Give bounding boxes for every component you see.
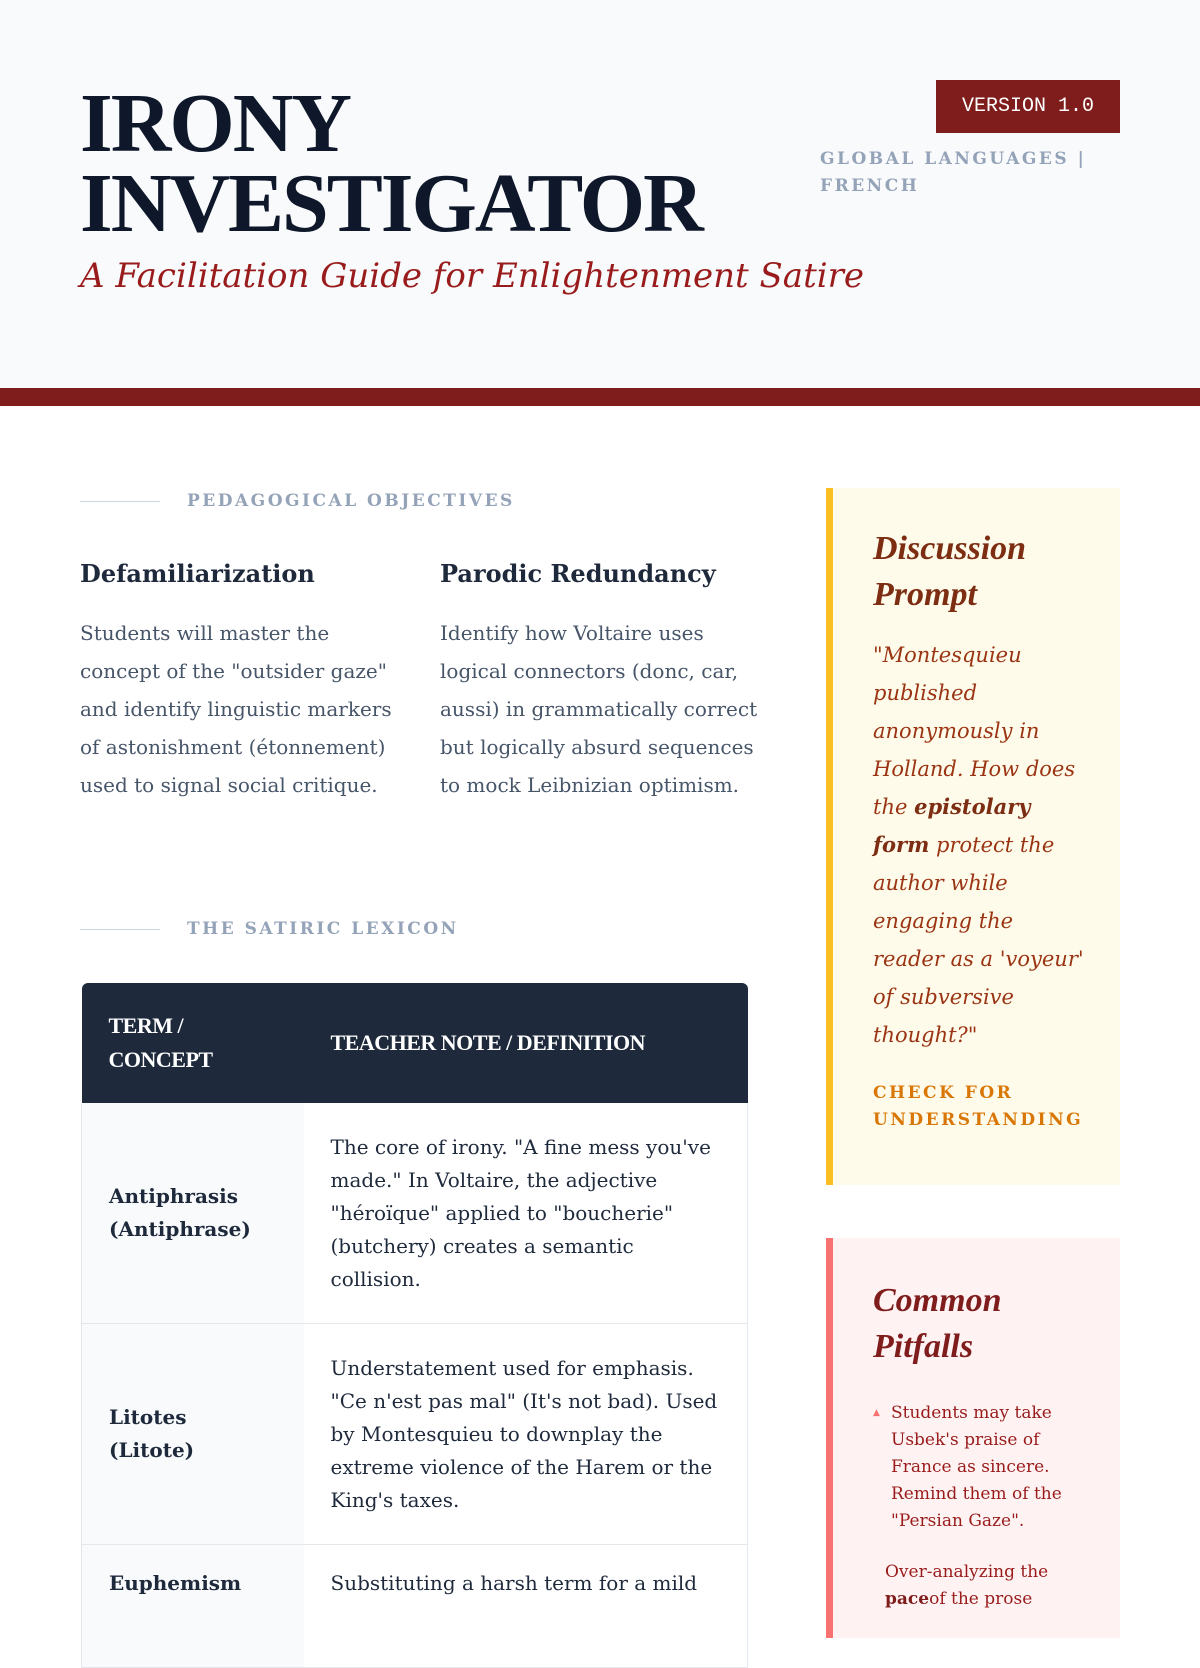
common-pitfalls-card: [826, 1238, 1120, 1638]
definition-cell: The core of irony. "A fine mess you've made." In Voltaire, the adjective "héroïque" applied to "boucherie" (butchery) creates a semantic collision.: [304, 1103, 748, 1324]
check-for-understanding-label: CHECK FOR UNDERSTANDING: [873, 1083, 1084, 1130]
lexicon-table: [81, 983, 748, 1668]
definition-cell: Substituting a harsh term for a mild: [304, 1545, 748, 1668]
objectives-heading: PEDAGOGICAL OBJECTIVES: [187, 491, 515, 511]
department-label: GLOBAL LANGUAGES | FRENCH: [820, 149, 1087, 196]
page-header: [0, 0, 1200, 406]
objective-title: Defamiliarization: [80, 559, 315, 588]
section-divider: [80, 929, 160, 930]
column-header-definition: TEACHER NOTE / DEFINITION: [304, 983, 748, 1103]
table-header-row: [82, 983, 748, 1103]
pitfall-emphasis: pace: [885, 1589, 930, 1609]
card-title: Discussion Prompt: [873, 530, 1027, 613]
table-row: [82, 1545, 748, 1668]
pitfall-text: of the prose: [929, 1589, 1033, 1609]
objectives-section-label: [80, 489, 515, 513]
title-line-1: IRONY: [80, 77, 351, 170]
quote-emphasis: epistolary form: [873, 794, 1031, 857]
pitfalls-list: [873, 1400, 1088, 1613]
objective-defamiliarization: [80, 556, 410, 804]
section-divider: [80, 501, 160, 502]
term-cell: Euphemism: [82, 1545, 304, 1668]
list-item: [873, 1559, 1088, 1613]
page-subtitle: A Facilitation Guide for Enlightenment Satire: [80, 256, 864, 296]
term-cell: Litotes (Litote): [82, 1324, 304, 1545]
column-header-term: TERM / CONCEPT: [82, 983, 304, 1103]
discussion-prompt-card: [826, 488, 1120, 1185]
term-cell: Antiphrasis (Antiphrase): [82, 1103, 304, 1324]
pitfall-text: Students may take Usbek's praise of France as sincere. Remind them of the "Persian Gaze".: [891, 1403, 1062, 1531]
pitfall-text: Over-analyzing the: [885, 1562, 1049, 1582]
lexicon-heading: THE SATIRIC LEXICON: [187, 919, 459, 939]
title-line-2: INVESTIGATOR: [80, 157, 702, 250]
objective-parodic-redundancy: [440, 556, 770, 804]
triangle-bullet-icon: ▲: [873, 1408, 880, 1418]
quote-text: "Montesquieu published anonymously in Holland. How does the: [873, 643, 1076, 819]
objective-text: Students will master the concept of the "outsider gaze" and identify linguistic markers of astonishment (étonnement) used to signal social critique.: [80, 621, 392, 797]
objective-text: Identify how Voltaire uses logical connectors (donc, car, aussi) in grammatically correct but logically absurd sequences to mock Leibnizian optimism.: [440, 621, 758, 797]
table-row: [82, 1103, 748, 1324]
objective-title: Parodic Redundancy: [440, 559, 716, 588]
page-title: [80, 77, 702, 250]
table-row: [82, 1324, 748, 1545]
discussion-quote: [873, 636, 1088, 1054]
definition-cell: Understatement used for emphasis. "Ce n'est pas mal" (It's not bad). Used by Montesquieu to downplay the extreme violence of the Harem or the King's taxes.: [304, 1324, 748, 1545]
version-badge: VERSION 1.0: [936, 80, 1120, 133]
lexicon-section-label: [80, 917, 459, 941]
card-title: Common Pitfalls: [873, 1282, 1002, 1365]
list-item: [873, 1400, 1088, 1535]
quote-text: protect the author while engaging the reader as a 'voyeur' of subversive thought?": [873, 833, 1084, 1047]
